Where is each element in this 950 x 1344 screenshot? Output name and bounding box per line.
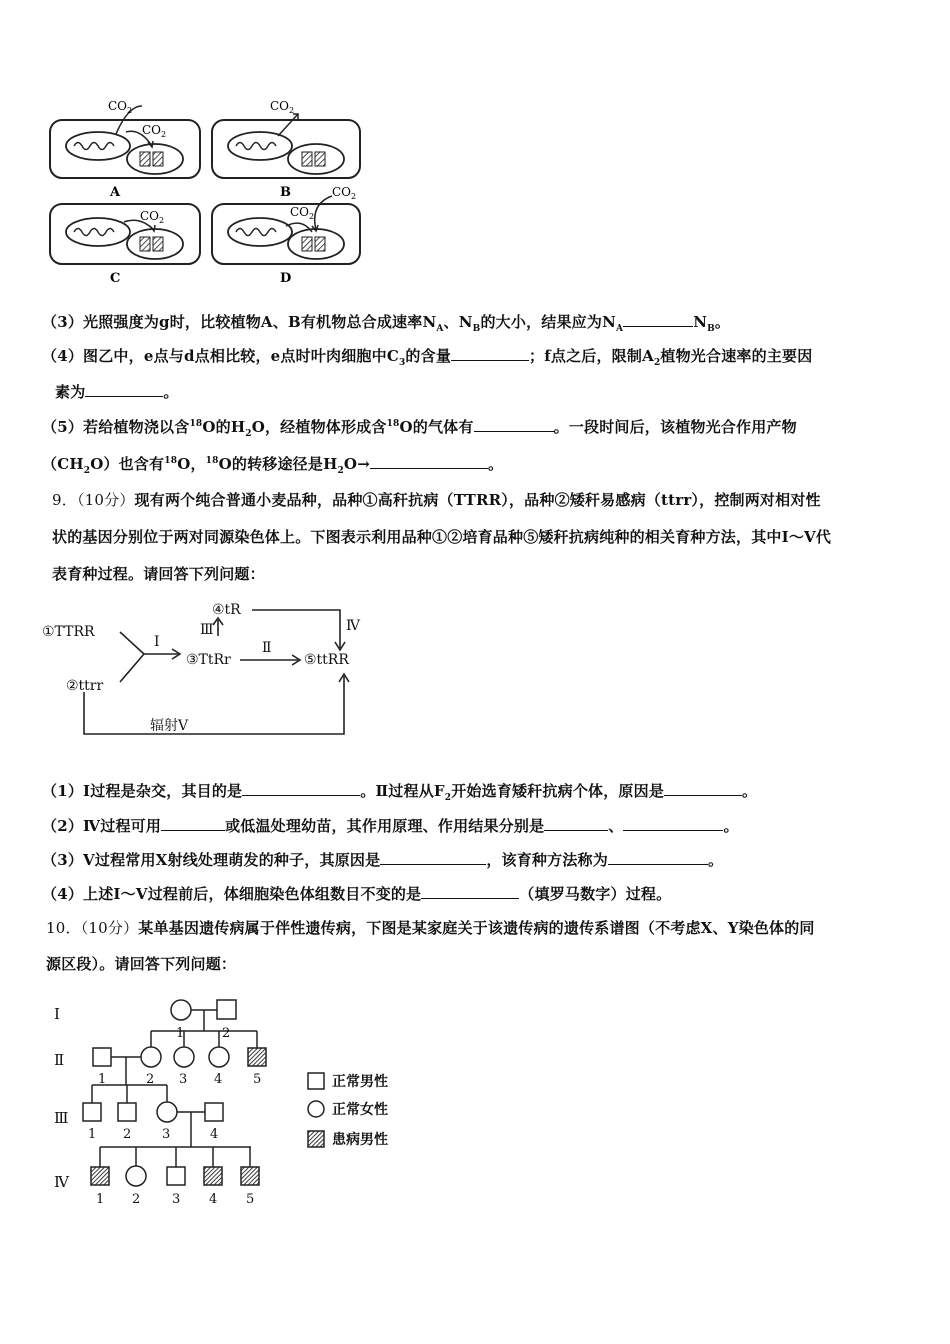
person-iv1 (91, 1167, 109, 1185)
step-1: Ⅰ (154, 634, 160, 650)
answer-blank[interactable] (421, 884, 519, 899)
num-ii4: 4 (214, 1072, 223, 1087)
q9-stem-line2: 状的基因分别位于两对同源染色体上。下图表示利用品种①②培育品种⑤矮秆抗病纯种的相关育种方法，其中Ⅰ～Ⅴ代 (52, 528, 832, 546)
cell-d (212, 185, 360, 286)
legend-normal-female-icon (308, 1101, 324, 1117)
person-iv2 (126, 1166, 146, 1186)
label-a: A (110, 185, 121, 200)
q10-stem-line1: 10．（10分）某单基因遗传病属于伴性遗传病，下图是某家庭关于该遗传病的遗传系谱图（不考虑X、Y染色体的同 (46, 919, 815, 937)
answer-blank[interactable] (608, 850, 708, 865)
label-c: C (110, 271, 121, 286)
q8-part5-cont: $(CH_2O)$也含有$^{18}$O，$^{18}$O的转移途径是$H_2O\to$ 。 (42, 455, 504, 476)
q9-stem-line3: 表育种过程。请回答下列问题： (52, 565, 265, 583)
q9-stem-line1: 9．（10分）现有两个纯合普通小麦品种，品种①高秆抗病（TTRR），品种②矮秆易感病（ttrr），控制两对相对性 (52, 491, 821, 509)
person-iv3 (167, 1167, 185, 1185)
node-ttrr: ①TTRR (42, 624, 95, 640)
cell-c (50, 204, 200, 286)
answer-blank[interactable] (380, 850, 486, 865)
num-iv5: 5 (246, 1192, 255, 1207)
q8-part4-cont: 素为 。 (55, 383, 179, 401)
person-ii1 (93, 1048, 111, 1066)
co2-label: $CO_2$ (332, 185, 357, 201)
node-ttrr-3: ③TtRr (186, 652, 231, 668)
person-iv5 (241, 1167, 259, 1185)
organelle-gas-exchange-diagram (40, 92, 370, 288)
label-d: D (280, 271, 292, 286)
q8-part4: （4）图乙中，e点与d点相比较，e点时叶肉细胞中$C_3$的含量 ；f点之后，限制$A_2$植物光合速率的主要因 (42, 347, 813, 368)
answer-blank[interactable] (623, 312, 693, 327)
num-iii2: 2 (123, 1127, 132, 1142)
answer-blank[interactable] (623, 816, 723, 831)
q9-part2: （2）Ⅳ过程可用 或低温处理幼苗，其作用原理、作用结果分别是 、 。 (42, 817, 739, 835)
person-i2 (217, 1000, 236, 1019)
gen-label-3: Ⅲ (54, 1109, 69, 1127)
step-3: Ⅲ (200, 622, 214, 638)
node-tr: ④tR (212, 602, 241, 618)
pedigree-chart (40, 985, 420, 1215)
answer-blank[interactable] (85, 382, 163, 397)
person-iii4 (205, 1103, 223, 1121)
co2-label: $CO_2$ (290, 205, 315, 221)
answer-blank[interactable] (370, 454, 488, 469)
person-ii2 (141, 1047, 161, 1067)
num-ii2: 2 (146, 1072, 155, 1087)
answer-blank[interactable] (451, 346, 529, 361)
legend-normal-female: 正常女性 (332, 1102, 388, 1118)
q8-part5: （5）若给植物浇以含$^{18}$O的$H_2O$，经植物体形成含$^{18}$O的气体有 。一段时间后，该植物光合作用产物 (42, 418, 797, 439)
co2-label: $CO_2$ (270, 99, 295, 115)
num-iv1: 1 (96, 1192, 105, 1207)
num-iii3: 3 (162, 1127, 171, 1142)
answer-blank[interactable] (242, 781, 360, 796)
person-iv4 (204, 1167, 222, 1185)
person-ii5 (248, 1048, 266, 1066)
label-b: B (280, 185, 291, 200)
person-iii2 (118, 1103, 136, 1121)
q9-part3: （3）Ⅴ过程常用X射线处理萌发的种子，其原因是 ，该育种方法称为 。 (42, 851, 724, 869)
num-i1: 1 (176, 1026, 185, 1041)
legend-affected-male-icon (308, 1131, 324, 1147)
node-ttrr-2: ②ttrr (66, 678, 104, 694)
gen-label-4: Ⅳ (54, 1173, 69, 1191)
breeding-flow-diagram (40, 594, 370, 744)
answer-blank[interactable] (161, 816, 225, 831)
q9-part4: （4）上述Ⅰ～Ⅴ过程前后，体细胞染色体组数目不变的是 （填罗马数字）过程。 (42, 885, 672, 903)
num-iv4: 4 (209, 1192, 218, 1207)
num-iv2: 2 (132, 1192, 141, 1207)
step-5: 辐射Ⅴ (150, 718, 189, 734)
q10-stem-line2: 源区段）。请回答下列问题： (46, 955, 237, 973)
node-ttrr-5: ⑤ttRR (304, 652, 349, 668)
gen-label-1: Ⅰ (54, 1005, 60, 1023)
step-2: Ⅱ (262, 640, 272, 656)
legend-affected-male: 患病男性 (332, 1132, 388, 1148)
step-4: Ⅳ (346, 618, 360, 634)
person-ii3 (174, 1047, 194, 1067)
q9-part1: （1）Ⅰ过程是杂交，其目的是 。Ⅱ过程从$F_2$开始选育矮秆抗病个体，原因是 。 (42, 782, 758, 803)
person-iii1 (83, 1103, 101, 1121)
cell-a (50, 99, 200, 200)
answer-blank[interactable] (474, 417, 554, 432)
co2-label: $CO_2$ (108, 99, 133, 115)
num-ii3: 3 (179, 1072, 188, 1087)
answer-blank[interactable] (664, 781, 742, 796)
num-iii1: 1 (88, 1127, 97, 1142)
person-ii4 (209, 1047, 229, 1067)
legend-normal-male: 正常男性 (332, 1074, 388, 1090)
num-iii4: 4 (210, 1127, 219, 1142)
gen-label-2: Ⅱ (54, 1051, 65, 1069)
q8-part3: （3）光照强度为g时，比较植物A、B有机物总合成速率$N_A$、$N_B$的大小，结果应为$N_A$ $N_B$。 (42, 313, 731, 334)
person-i1 (171, 1000, 191, 1020)
legend-normal-male-icon (308, 1073, 324, 1089)
co2-label: $CO_2$ (142, 123, 167, 139)
co2-label: $CO_2$ (140, 209, 165, 225)
num-ii1: 1 (98, 1072, 107, 1087)
num-i2: 2 (222, 1026, 231, 1041)
answer-blank[interactable] (544, 816, 608, 831)
person-iii3 (157, 1102, 177, 1122)
num-ii5: 5 (253, 1072, 262, 1087)
num-iv3: 3 (172, 1192, 181, 1207)
